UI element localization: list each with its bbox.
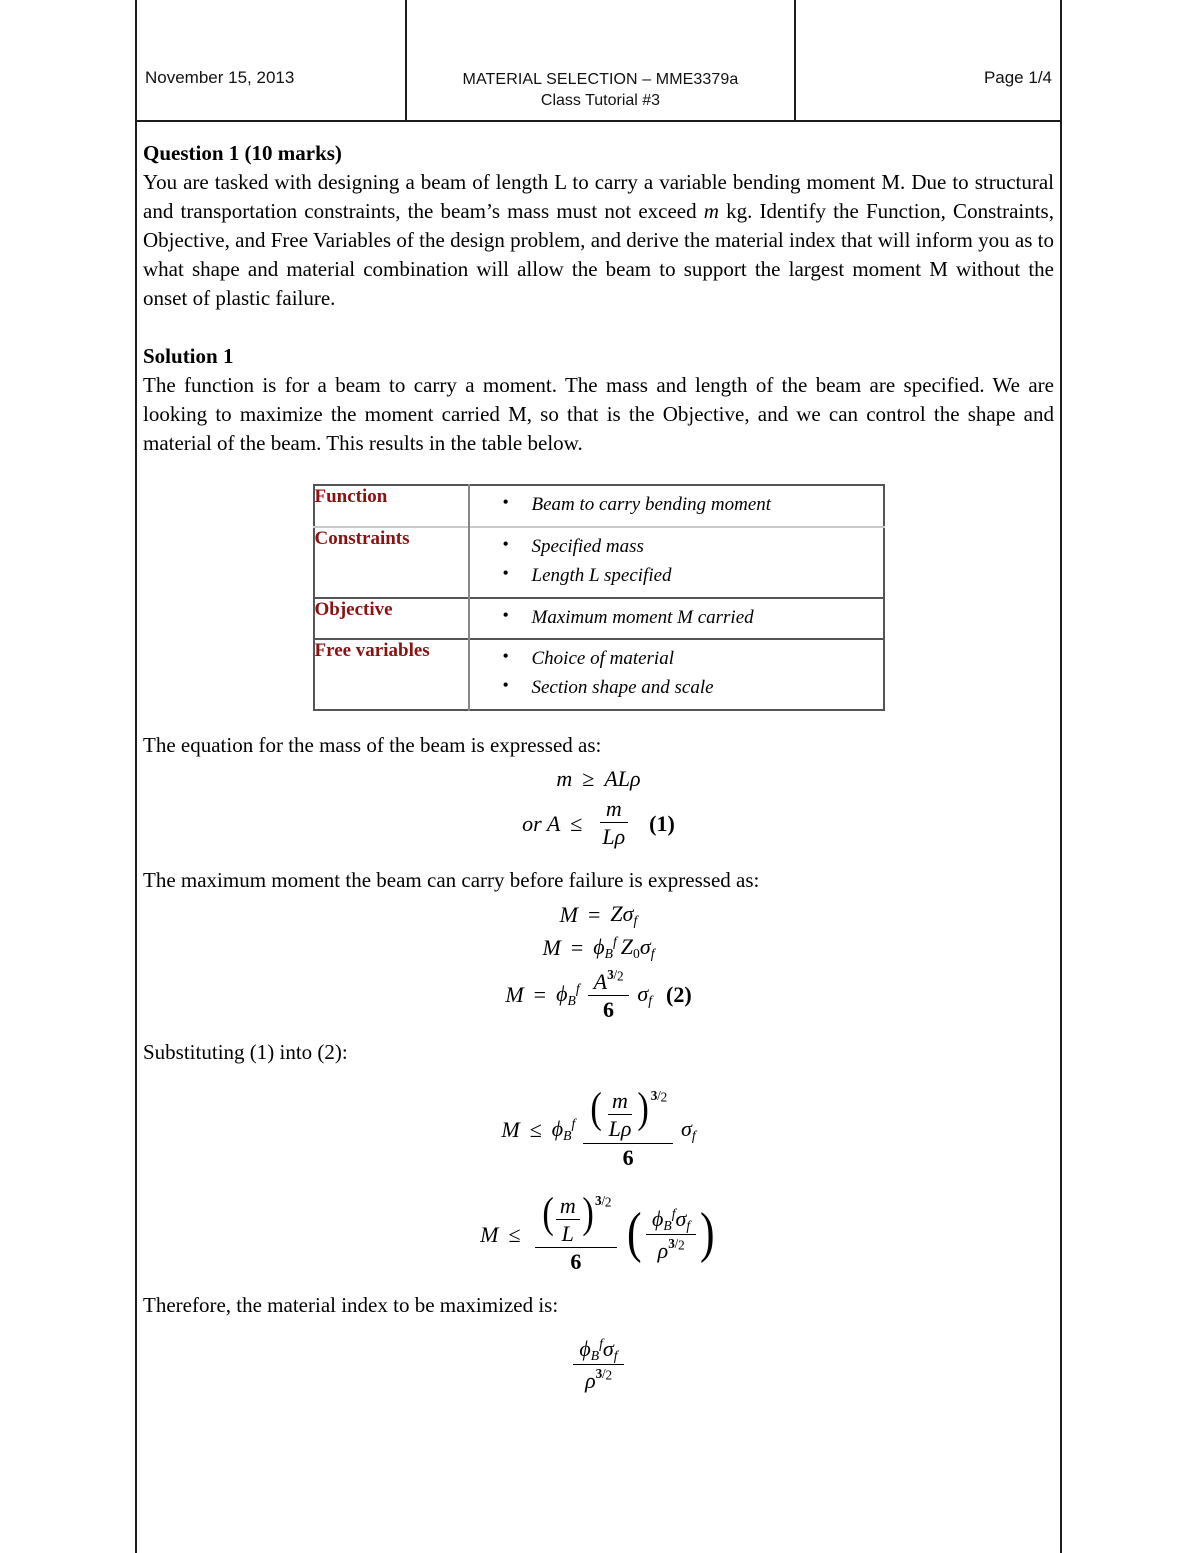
table-row	[314, 485, 884, 526]
fraction-m-over-Lrho: $\frac{m}{L\rho}$	[596, 797, 631, 849]
fcof-bullet-list	[470, 486, 883, 525]
fcof-table-wrapper	[143, 484, 1054, 711]
table-row	[314, 527, 884, 598]
equation-moment-3: M = $\phi_B^f$ $\frac{A^{3/_2}}{6}$ $\sigma_f$ (2)	[505, 966, 692, 1022]
header-title-cell	[407, 0, 796, 120]
fraction-A32-over-6: $\frac{A^{3/_2}}{6}$	[588, 968, 630, 1022]
question-body-symbol-m: m	[703, 199, 719, 224]
header-date: November 15, 2013	[145, 68, 295, 87]
document-page	[135, 0, 1062, 1553]
fraction-phisigma-over-rho32: $\frac{\phi_B^f\sigma_f}{\rho^{3/_2}}$	[646, 1206, 696, 1263]
fcof-items-constraints	[469, 527, 884, 598]
fcof-label-free-variables: Free variables	[314, 639, 469, 710]
moment-equation-lead: The maximum moment the beam can carry before failure is expressed as:	[143, 867, 760, 892]
question-body-part1: You are tasked with designing a beam of length L to carry a variable bending moment M. Due to structural and transportation constraints, the beam’s mass must not exceed	[143, 170, 1054, 224]
equation-moment-1: M = $Z\sigma_f$	[559, 900, 638, 928]
solution-body: The function is for a beam to carry a moment. The mass and length of the beam are specified. We are looking to maximize the moment carried M, so that is the Objective, and we can control the shape and material of the beam. This results in the table below.	[143, 373, 1054, 456]
table-row	[314, 639, 884, 710]
equation-mass-2: or A ≤ $\frac{m}{L\rho}$ (1)	[522, 796, 675, 850]
fcof-bullet-list	[470, 599, 883, 638]
equation-substituted-1: M ≤ $\phi_B^f$ ( $\frac{m}{L\rho}$ ) $3/_2$ 6 $\sigma_f$	[501, 1085, 696, 1170]
table-row	[314, 598, 884, 639]
page-number: Page 1/4	[983, 68, 1052, 87]
fcof-bullet-list	[470, 640, 883, 709]
equation-material-index	[143, 1336, 1054, 1393]
question-body-part2: kg. Identify the Function, Constraints, Objective, and Free Variables of the design problem, and derive the material index that will inform you as to what shape and material combination will allow the beam to support the largest moment M without the onset of plastic failure.	[143, 199, 1054, 311]
list-item: • Length L specified	[470, 561, 883, 590]
list-item: • Choice of material	[470, 644, 883, 673]
header-date-cell	[137, 0, 407, 120]
fcof-items-function	[469, 485, 884, 526]
fraction-material-index: $\frac{\phi_B^f\sigma_f}{\rho^{3/_2}}$	[573, 1336, 623, 1393]
material-index-lead: Therefore, the material index to be maximized is:	[143, 1292, 559, 1317]
equation-substituted-2: M ≤ ( $\frac{m}{L}$ ) $3/_2$ 6 ( $\frac{\phi_B^f\sigma_f}{\rho^{3/_2}}$ )	[143, 1194, 1054, 1275]
equation-tag-2: (2)	[666, 982, 692, 1008]
list-item: • Section shape and scale	[470, 673, 883, 702]
equation-tag-1: (1)	[649, 810, 675, 836]
list-item: • Beam to carry bending moment	[470, 490, 883, 519]
fcof-label-objective: Objective	[314, 598, 469, 639]
header-page-cell	[796, 0, 1060, 120]
list-item: • Specified mass	[470, 532, 883, 561]
fcof-label-function: Function	[314, 485, 469, 526]
solution-heading: Solution 1	[143, 344, 234, 369]
fcof-items-free-variables	[469, 639, 884, 710]
list-item: • Maximum moment M carried	[470, 603, 883, 632]
question-heading: Question 1 (10 marks)	[143, 141, 342, 165]
header-course-title: MATERIAL SELECTION – MME3379a	[462, 71, 739, 88]
equation-moment-2: M = $\phi_B^f$ $Z_0\sigma_f$	[542, 934, 655, 962]
grouped-material-index: ( $\frac{\phi_B^f\sigma_f}{\rho^{3/_2}}$ )	[627, 1202, 715, 1265]
fraction-mLrho32-over-6: ( $\frac{m}{L\rho}$ ) $3/_2$ 6	[583, 1089, 673, 1170]
fcof-label-constraints: Constraints	[314, 527, 469, 598]
page-body	[137, 122, 1060, 1399]
header-tutorial-subtitle: Class Tutorial #3	[540, 92, 661, 109]
fcof-items-objective	[469, 598, 884, 639]
fcof-table	[313, 484, 885, 711]
substitution-lead: Substituting (1) into (2):	[143, 1040, 348, 1065]
mass-equation-lead: The equation for the mass of the beam is expressed as:	[143, 732, 602, 757]
page-header	[137, 0, 1060, 122]
fraction-mL32-over-6: ( $\frac{m}{L}$ ) $3/_2$ 6	[535, 1194, 618, 1275]
fcof-bullet-list	[470, 528, 883, 597]
equation-mass-1: m ≥ ALρ	[556, 765, 641, 791]
question-body	[143, 168, 1054, 313]
